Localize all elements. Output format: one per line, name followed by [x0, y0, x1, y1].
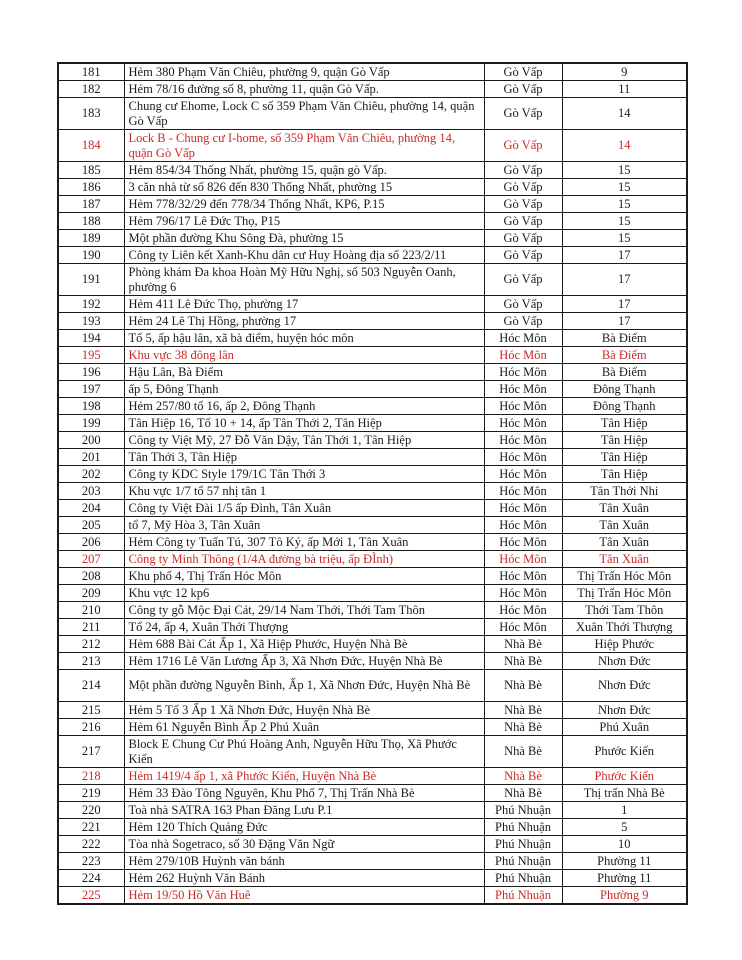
row-number-cell: 181	[58, 63, 124, 81]
address-cell: Block E Chung Cư Phú Hoàng Anh, Nguyễn Hữu Thọ, Xã Phước Kiển	[124, 736, 484, 768]
district-cell: Hóc Môn	[484, 568, 562, 585]
ward-cell: Nhơn Đức	[562, 702, 687, 719]
table-row	[58, 313, 687, 330]
ward-cell: 17	[562, 264, 687, 296]
table-row	[58, 619, 687, 636]
row-number-cell: 206	[58, 534, 124, 551]
district-cell: Hóc Môn	[484, 347, 562, 364]
table-row	[58, 130, 687, 162]
row-number-cell: 189	[58, 230, 124, 247]
table-row	[58, 887, 687, 905]
table-row	[58, 483, 687, 500]
ward-cell: 15	[562, 213, 687, 230]
district-cell: Nhà Bè	[484, 702, 562, 719]
row-number-cell: 219	[58, 785, 124, 802]
address-cell: Hẻm 778/32/29 đến 778/34 Thống Nhất, KP6, P.15	[124, 196, 484, 213]
ward-cell: Bà Điểm	[562, 330, 687, 347]
row-number-cell: 203	[58, 483, 124, 500]
row-number-cell: 216	[58, 719, 124, 736]
ward-cell: Tân Hiệp	[562, 432, 687, 449]
district-cell: Hóc Môn	[484, 517, 562, 534]
ward-cell: Phường 9	[562, 887, 687, 905]
district-cell: Hóc Môn	[484, 381, 562, 398]
ward-cell: Tân Hiệp	[562, 415, 687, 432]
district-cell: Hóc Môn	[484, 415, 562, 432]
address-cell: Hẻm 279/10B Huỳnh văn bánh	[124, 853, 484, 870]
ward-cell: 5	[562, 819, 687, 836]
district-cell: Phú Nhuận	[484, 802, 562, 819]
address-cell: Hẻm Công ty Tuấn Tú, 307 Tô Ký, ấp Mới 1, Tân Xuân	[124, 534, 484, 551]
district-cell: Hóc Môn	[484, 364, 562, 381]
ward-cell: Tân Hiệp	[562, 466, 687, 483]
row-number-cell: 220	[58, 802, 124, 819]
address-cell: Hẻm 1716 Lê Văn Lương Ấp 3, Xã Nhơn Đức, Huyện Nhà Bè	[124, 653, 484, 670]
row-number-cell: 224	[58, 870, 124, 887]
table-row	[58, 719, 687, 736]
address-cell: Hẻm 380 Phạm Văn Chiêu, phường 9, quận Gò Vấp	[124, 63, 484, 81]
row-number-cell: 200	[58, 432, 124, 449]
district-cell: Nhà Bè	[484, 736, 562, 768]
address-cell: Khu phố 4, Thị Trấn Hóc Môn	[124, 568, 484, 585]
row-number-cell: 223	[58, 853, 124, 870]
district-cell: Gò Vấp	[484, 296, 562, 313]
row-number-cell: 192	[58, 296, 124, 313]
address-cell: Hẻm 854/34 Thống Nhất, phường 15, quận gò Vấp.	[124, 162, 484, 179]
address-cell: Một phần đường Nguyễn Bình, Ấp 1, Xã Nhơn Đức, Huyện Nhà Bè	[124, 670, 484, 702]
row-number-cell: 183	[58, 98, 124, 130]
district-cell: Gò Vấp	[484, 247, 562, 264]
ward-cell: Đông Thạnh	[562, 381, 687, 398]
row-number-cell: 217	[58, 736, 124, 768]
row-number-cell: 208	[58, 568, 124, 585]
ward-cell: 15	[562, 179, 687, 196]
ward-cell: Tân Thới Nhi	[562, 483, 687, 500]
row-number-cell: 214	[58, 670, 124, 702]
address-cell: Phòng khám Đa khoa Hoàn Mỹ Hữu Nghị, số 503 Nguyễn Oanh, phường 6	[124, 264, 484, 296]
district-cell: Nhà Bè	[484, 636, 562, 653]
district-cell: Phú Nhuận	[484, 853, 562, 870]
district-cell: Gò Vấp	[484, 213, 562, 230]
district-cell: Hóc Môn	[484, 602, 562, 619]
address-cell: Tòa nhà Sogetraco, số 30 Đặng Văn Ngữ	[124, 836, 484, 853]
ward-cell: 11	[562, 81, 687, 98]
ward-cell: 14	[562, 130, 687, 162]
ward-cell: Tân Hiệp	[562, 449, 687, 466]
row-number-cell: 188	[58, 213, 124, 230]
address-cell: Tổ 5, ấp hậu lân, xã bà điểm, huyện hóc môn	[124, 330, 484, 347]
row-number-cell: 191	[58, 264, 124, 296]
address-cell: Hẻm 796/17 Lê Đức Thọ, P15	[124, 213, 484, 230]
district-cell: Nhà Bè	[484, 785, 562, 802]
address-cell: Hẻm 688 Bài Cát Ấp 1, Xã Hiệp Phước, Huyện Nhà Bè	[124, 636, 484, 653]
table-row	[58, 517, 687, 534]
ward-cell: Đông Thạnh	[562, 398, 687, 415]
ward-cell: Tân Xuân	[562, 500, 687, 517]
row-number-cell: 218	[58, 768, 124, 785]
table-row	[58, 162, 687, 179]
table-row	[58, 785, 687, 802]
ward-cell: 1	[562, 802, 687, 819]
row-number-cell: 186	[58, 179, 124, 196]
district-cell: Gò Vấp	[484, 63, 562, 81]
address-cell: Khu vực 38 đông lân	[124, 347, 484, 364]
table-row	[58, 819, 687, 836]
table-row	[58, 432, 687, 449]
address-cell: Công ty Liên kết Xanh-Khu dân cư Huy Hoàng địa số 223/2/11	[124, 247, 484, 264]
district-cell: Hóc Môn	[484, 330, 562, 347]
district-cell: Hóc Môn	[484, 398, 562, 415]
table-row	[58, 585, 687, 602]
address-cell: Hẻm 411 Lê Đức Thọ, phường 17	[124, 296, 484, 313]
ward-cell: Phú Xuân	[562, 719, 687, 736]
table-row	[58, 247, 687, 264]
table-row	[58, 768, 687, 785]
table-row	[58, 702, 687, 719]
table-row	[58, 296, 687, 313]
row-number-cell: 222	[58, 836, 124, 853]
address-cell: Hẻm 120 Thích Quảng Đức	[124, 819, 484, 836]
address-cell: Hẻm 1419/4 ấp 1, xã Phước Kiển, Huyện Nhà Bè	[124, 768, 484, 785]
row-number-cell: 196	[58, 364, 124, 381]
district-cell: Gò Vấp	[484, 162, 562, 179]
district-cell: Hóc Môn	[484, 483, 562, 500]
district-cell: Gò Vấp	[484, 313, 562, 330]
address-cell: Hẻm 61 Nguyễn Bình Ấp 2 Phú Xuân	[124, 719, 484, 736]
table-row	[58, 415, 687, 432]
table-row	[58, 179, 687, 196]
table-row	[58, 196, 687, 213]
address-cell: Công ty Minh Thông (1/4A đường bà triệu, ấp ĐÌnh)	[124, 551, 484, 568]
table-row	[58, 398, 687, 415]
table-row	[58, 63, 687, 81]
row-number-cell: 204	[58, 500, 124, 517]
ward-cell: 15	[562, 196, 687, 213]
address-cell: Công ty Việt Đài 1/5 ấp Đình, Tân Xuân	[124, 500, 484, 517]
address-cell: Khu vực 12 kp6	[124, 585, 484, 602]
table-row	[58, 330, 687, 347]
ward-cell: 9	[562, 63, 687, 81]
district-cell: Phú Nhuận	[484, 836, 562, 853]
ward-cell: Thị Trấn Hóc Môn	[562, 585, 687, 602]
table-row	[58, 736, 687, 768]
table-row	[58, 870, 687, 887]
district-cell: Nhà Bè	[484, 653, 562, 670]
ward-cell: Phước Kiển	[562, 736, 687, 768]
table-row	[58, 449, 687, 466]
table-row	[58, 602, 687, 619]
row-number-cell: 213	[58, 653, 124, 670]
address-cell: Hẻm 78/16 đường số 8, phường 11, quận Gò Vấp.	[124, 81, 484, 98]
row-number-cell: 197	[58, 381, 124, 398]
table-row	[58, 466, 687, 483]
ward-cell: 17	[562, 247, 687, 264]
row-number-cell: 190	[58, 247, 124, 264]
table-row	[58, 534, 687, 551]
table-row	[58, 230, 687, 247]
row-number-cell: 212	[58, 636, 124, 653]
ward-cell: 17	[562, 313, 687, 330]
table-row	[58, 81, 687, 98]
district-cell: Gò Vấp	[484, 98, 562, 130]
row-number-cell: 182	[58, 81, 124, 98]
ward-cell: Thị Trấn Hóc Môn	[562, 568, 687, 585]
district-cell: Gò Vấp	[484, 81, 562, 98]
address-cell: Tổ 24, ấp 4, Xuân Thới Thượng	[124, 619, 484, 636]
table-row	[58, 264, 687, 296]
row-number-cell: 211	[58, 619, 124, 636]
table-row	[58, 347, 687, 364]
district-cell: Hóc Môn	[484, 534, 562, 551]
table-body	[58, 63, 687, 904]
address-cell: Một phần đường Khu Sông Đà, phường 15	[124, 230, 484, 247]
table-row	[58, 381, 687, 398]
address-cell: Tân Hiệp 16, Tổ 10 + 14, ấp Tân Thới 2, Tân Hiệp	[124, 415, 484, 432]
address-cell: Hậu Lân, Bà Điểm	[124, 364, 484, 381]
district-cell: Nhà Bè	[484, 719, 562, 736]
district-cell: Gò Vấp	[484, 196, 562, 213]
row-number-cell: 198	[58, 398, 124, 415]
table-row	[58, 636, 687, 653]
address-cell: 3 căn nhà từ số 826 đến 830 Thống Nhất, phường 15	[124, 179, 484, 196]
ward-cell: Nhơn Đức	[562, 670, 687, 702]
table-row	[58, 213, 687, 230]
table-row	[58, 853, 687, 870]
address-cell: ấp 5, Đông Thạnh	[124, 381, 484, 398]
row-number-cell: 215	[58, 702, 124, 719]
ward-cell: Phường 11	[562, 870, 687, 887]
district-cell: Hóc Môn	[484, 619, 562, 636]
row-number-cell: 205	[58, 517, 124, 534]
address-cell: Công ty KDC Style 179/1C Tân Thới 3	[124, 466, 484, 483]
lockdown-areas-table	[57, 62, 688, 905]
ward-cell: Phường 11	[562, 853, 687, 870]
district-cell: Hóc Môn	[484, 466, 562, 483]
row-number-cell: 199	[58, 415, 124, 432]
address-cell: Lock B - Chung cư I-home, số 359 Phạm Văn Chiêu, phường 14, quận Gò Vấp	[124, 130, 484, 162]
ward-cell: Bà Điểm	[562, 347, 687, 364]
address-cell: Hẻm 5 Tổ 3 Ấp 1 Xã Nhơn Đức, Huyện Nhà Bè	[124, 702, 484, 719]
district-cell: Gò Vấp	[484, 230, 562, 247]
row-number-cell: 194	[58, 330, 124, 347]
district-cell: Hóc Môn	[484, 551, 562, 568]
table-row	[58, 500, 687, 517]
district-cell: Phú Nhuận	[484, 887, 562, 905]
row-number-cell: 210	[58, 602, 124, 619]
row-number-cell: 221	[58, 819, 124, 836]
address-cell: Chung cư Ehome, Lock C số 359 Phạm Văn Chiêu, phường 14, quận Gò Vấp	[124, 98, 484, 130]
table-row	[58, 653, 687, 670]
address-cell: Hẻm 262 Huỳnh Văn Bánh	[124, 870, 484, 887]
ward-cell: Phước Kiển	[562, 768, 687, 785]
row-number-cell: 195	[58, 347, 124, 364]
address-cell: Hẻm 33 Đào Tông Nguyên, Khu Phố 7, Thị Trấn Nhà Bè	[124, 785, 484, 802]
district-cell: Phú Nhuận	[484, 870, 562, 887]
row-number-cell: 207	[58, 551, 124, 568]
address-cell: Hẻm 19/50 Hồ Văn Huê	[124, 887, 484, 905]
row-number-cell: 193	[58, 313, 124, 330]
district-cell: Hóc Môn	[484, 500, 562, 517]
address-cell: Công ty gỗ Mộc Đại Cát, 29/14 Nam Thới, Thới Tam Thôn	[124, 602, 484, 619]
ward-cell: Hiệp Phước	[562, 636, 687, 653]
address-cell: tổ 7, Mỹ Hòa 3, Tân Xuân	[124, 517, 484, 534]
district-cell: Hóc Môn	[484, 432, 562, 449]
ward-cell: 17	[562, 296, 687, 313]
ward-cell: 14	[562, 98, 687, 130]
ward-cell: 10	[562, 836, 687, 853]
ward-cell: Xuân Thới Thượng	[562, 619, 687, 636]
address-cell: Hẻm 24 Lê Thị Hồng, phường 17	[124, 313, 484, 330]
document-page	[57, 62, 686, 905]
table-row	[58, 551, 687, 568]
district-cell: Hóc Môn	[484, 585, 562, 602]
row-number-cell: 209	[58, 585, 124, 602]
table-row	[58, 364, 687, 381]
ward-cell: 15	[562, 162, 687, 179]
row-number-cell: 185	[58, 162, 124, 179]
ward-cell: Nhơn Đức	[562, 653, 687, 670]
district-cell: Gò Vấp	[484, 264, 562, 296]
ward-cell: 15	[562, 230, 687, 247]
district-cell: Gò Vấp	[484, 130, 562, 162]
ward-cell: Tân Xuân	[562, 551, 687, 568]
district-cell: Nhà Bè	[484, 768, 562, 785]
table-row	[58, 802, 687, 819]
row-number-cell: 187	[58, 196, 124, 213]
district-cell: Hóc Môn	[484, 449, 562, 466]
table-row	[58, 98, 687, 130]
table-row	[58, 568, 687, 585]
ward-cell: Bà Điểm	[562, 364, 687, 381]
row-number-cell: 184	[58, 130, 124, 162]
ward-cell: Tân Xuân	[562, 517, 687, 534]
ward-cell: Tân Xuân	[562, 534, 687, 551]
address-cell: Toà nhà SATRA 163 Phan Đăng Lưu P.1	[124, 802, 484, 819]
address-cell: Công ty Việt Mỹ, 27 Đỗ Văn Dậy, Tân Thới 1, Tân Hiệp	[124, 432, 484, 449]
district-cell: Nhà Bè	[484, 670, 562, 702]
address-cell: Khu vực 1/7 tổ 57 nhị tân 1	[124, 483, 484, 500]
address-cell: Tân Thới 3, Tân Hiệp	[124, 449, 484, 466]
row-number-cell: 201	[58, 449, 124, 466]
table-row	[58, 670, 687, 702]
ward-cell: Thới Tam Thôn	[562, 602, 687, 619]
district-cell: Gò Vấp	[484, 179, 562, 196]
row-number-cell: 225	[58, 887, 124, 905]
address-cell: Hẻm 257/80 tổ 16, ấp 2, Đông Thạnh	[124, 398, 484, 415]
table-row	[58, 836, 687, 853]
row-number-cell: 202	[58, 466, 124, 483]
ward-cell: Thị trấn Nhà Bè	[562, 785, 687, 802]
district-cell: Phú Nhuận	[484, 819, 562, 836]
